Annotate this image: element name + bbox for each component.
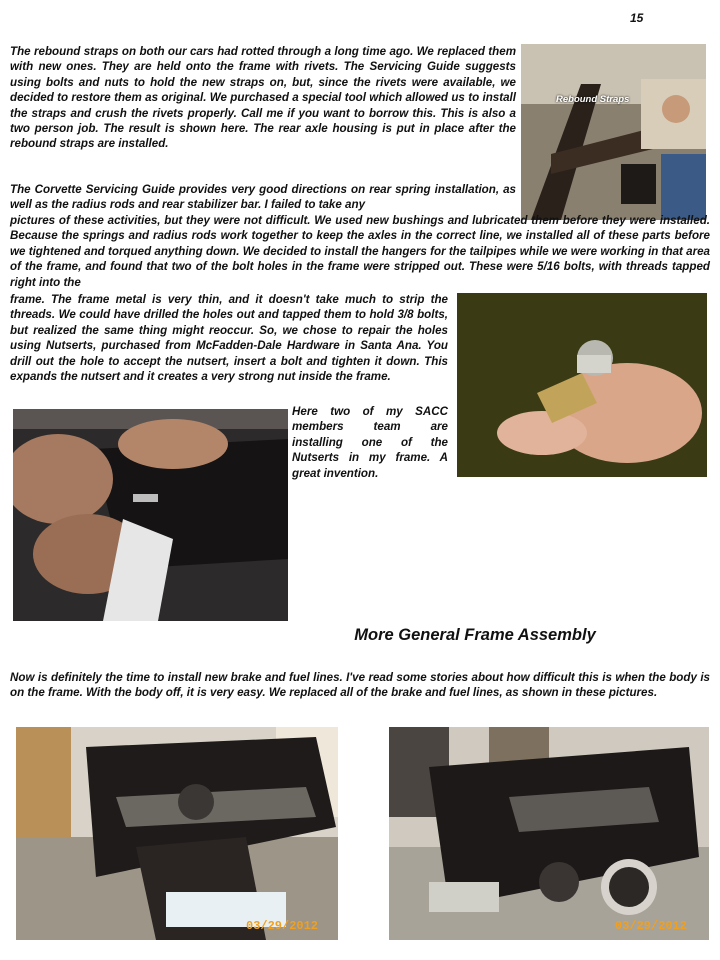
section-heading: More General Frame Assembly [354, 626, 596, 644]
frame-left-date-stamp: 03/29/2012 [246, 919, 319, 933]
photo-installing-nutsert [13, 409, 288, 621]
paragraph-rear-spring-c: frame. The frame metal is very thin, and it doesn't take much to strip the threads. We could have drilled the holes out and tapped them to hold 3/8 bolts, but realized the same thing might reoccur. So, we chose to repair the holes using Nutserts, purchased from McFadden-Dale Hardware in Santa Ana. You drill out the hole to accept the nutsert, insert a bolt and tighten it down. This expands the nutsert and it creates a very strong nut inside the frame. [10, 293, 448, 384]
frame-right-date-stamp: 03/29/2012 [615, 919, 688, 933]
paragraph-rear-spring-b: pictures of these activities, but they were not difficult. We used new bushings and lubricated them before they were installed. Because the springs and radius rods work together to keep the axles in the correct line, we installed all of these parts before we tightened and torqued anything down. We decided to install the hangers for the tailpipes while we were working in that area of the frame, and found that two of the bolt holes in the frame were stripped out. These were 5/16 bolts, with threads tapped right into the [10, 214, 710, 289]
photo-rebound-straps [521, 44, 706, 220]
paragraph-brake-lines: Now is definitely the time to install new brake and fuel lines. I've read some stories about how difficult this is when the body is on the frame. With the body off, it is very easy. We replaced all of the brake and fuel lines, as shown in these pictures. [10, 671, 710, 700]
page-number: 15 [630, 11, 644, 25]
paragraph-rebound-straps: The rebound straps on both our cars had rotted through a long time ago. We replaced them with new ones. They are held onto the frame with rivets. The Servicing Guide suggests using bolts and nuts to hold the new straps on, but, since the rivets were available, we decided to restore them as original. We purchased a special tool which allowed us to install the straps and crush the rivets properly. Call me if you want to borrow this. This is also a two person job. The result is shown here. The rear axle housing is put in place after the rebound straps are installed. [10, 45, 516, 151]
photo-frame-left [16, 727, 338, 940]
nutsert-caption: Here two of my SACC members team are installing one of the Nutserts in my frame. A great invention. [292, 405, 448, 480]
photo-nutsert-bolt [457, 293, 707, 477]
rebound-straps-label: Rebound Straps [556, 94, 630, 105]
photo-frame-right [389, 727, 709, 940]
paragraph-rear-spring-a: The Corvette Servicing Guide provides very good directions on rear spring installation, as well as the radius rods and rear stabilizer bar. I failed to take any [10, 183, 516, 212]
